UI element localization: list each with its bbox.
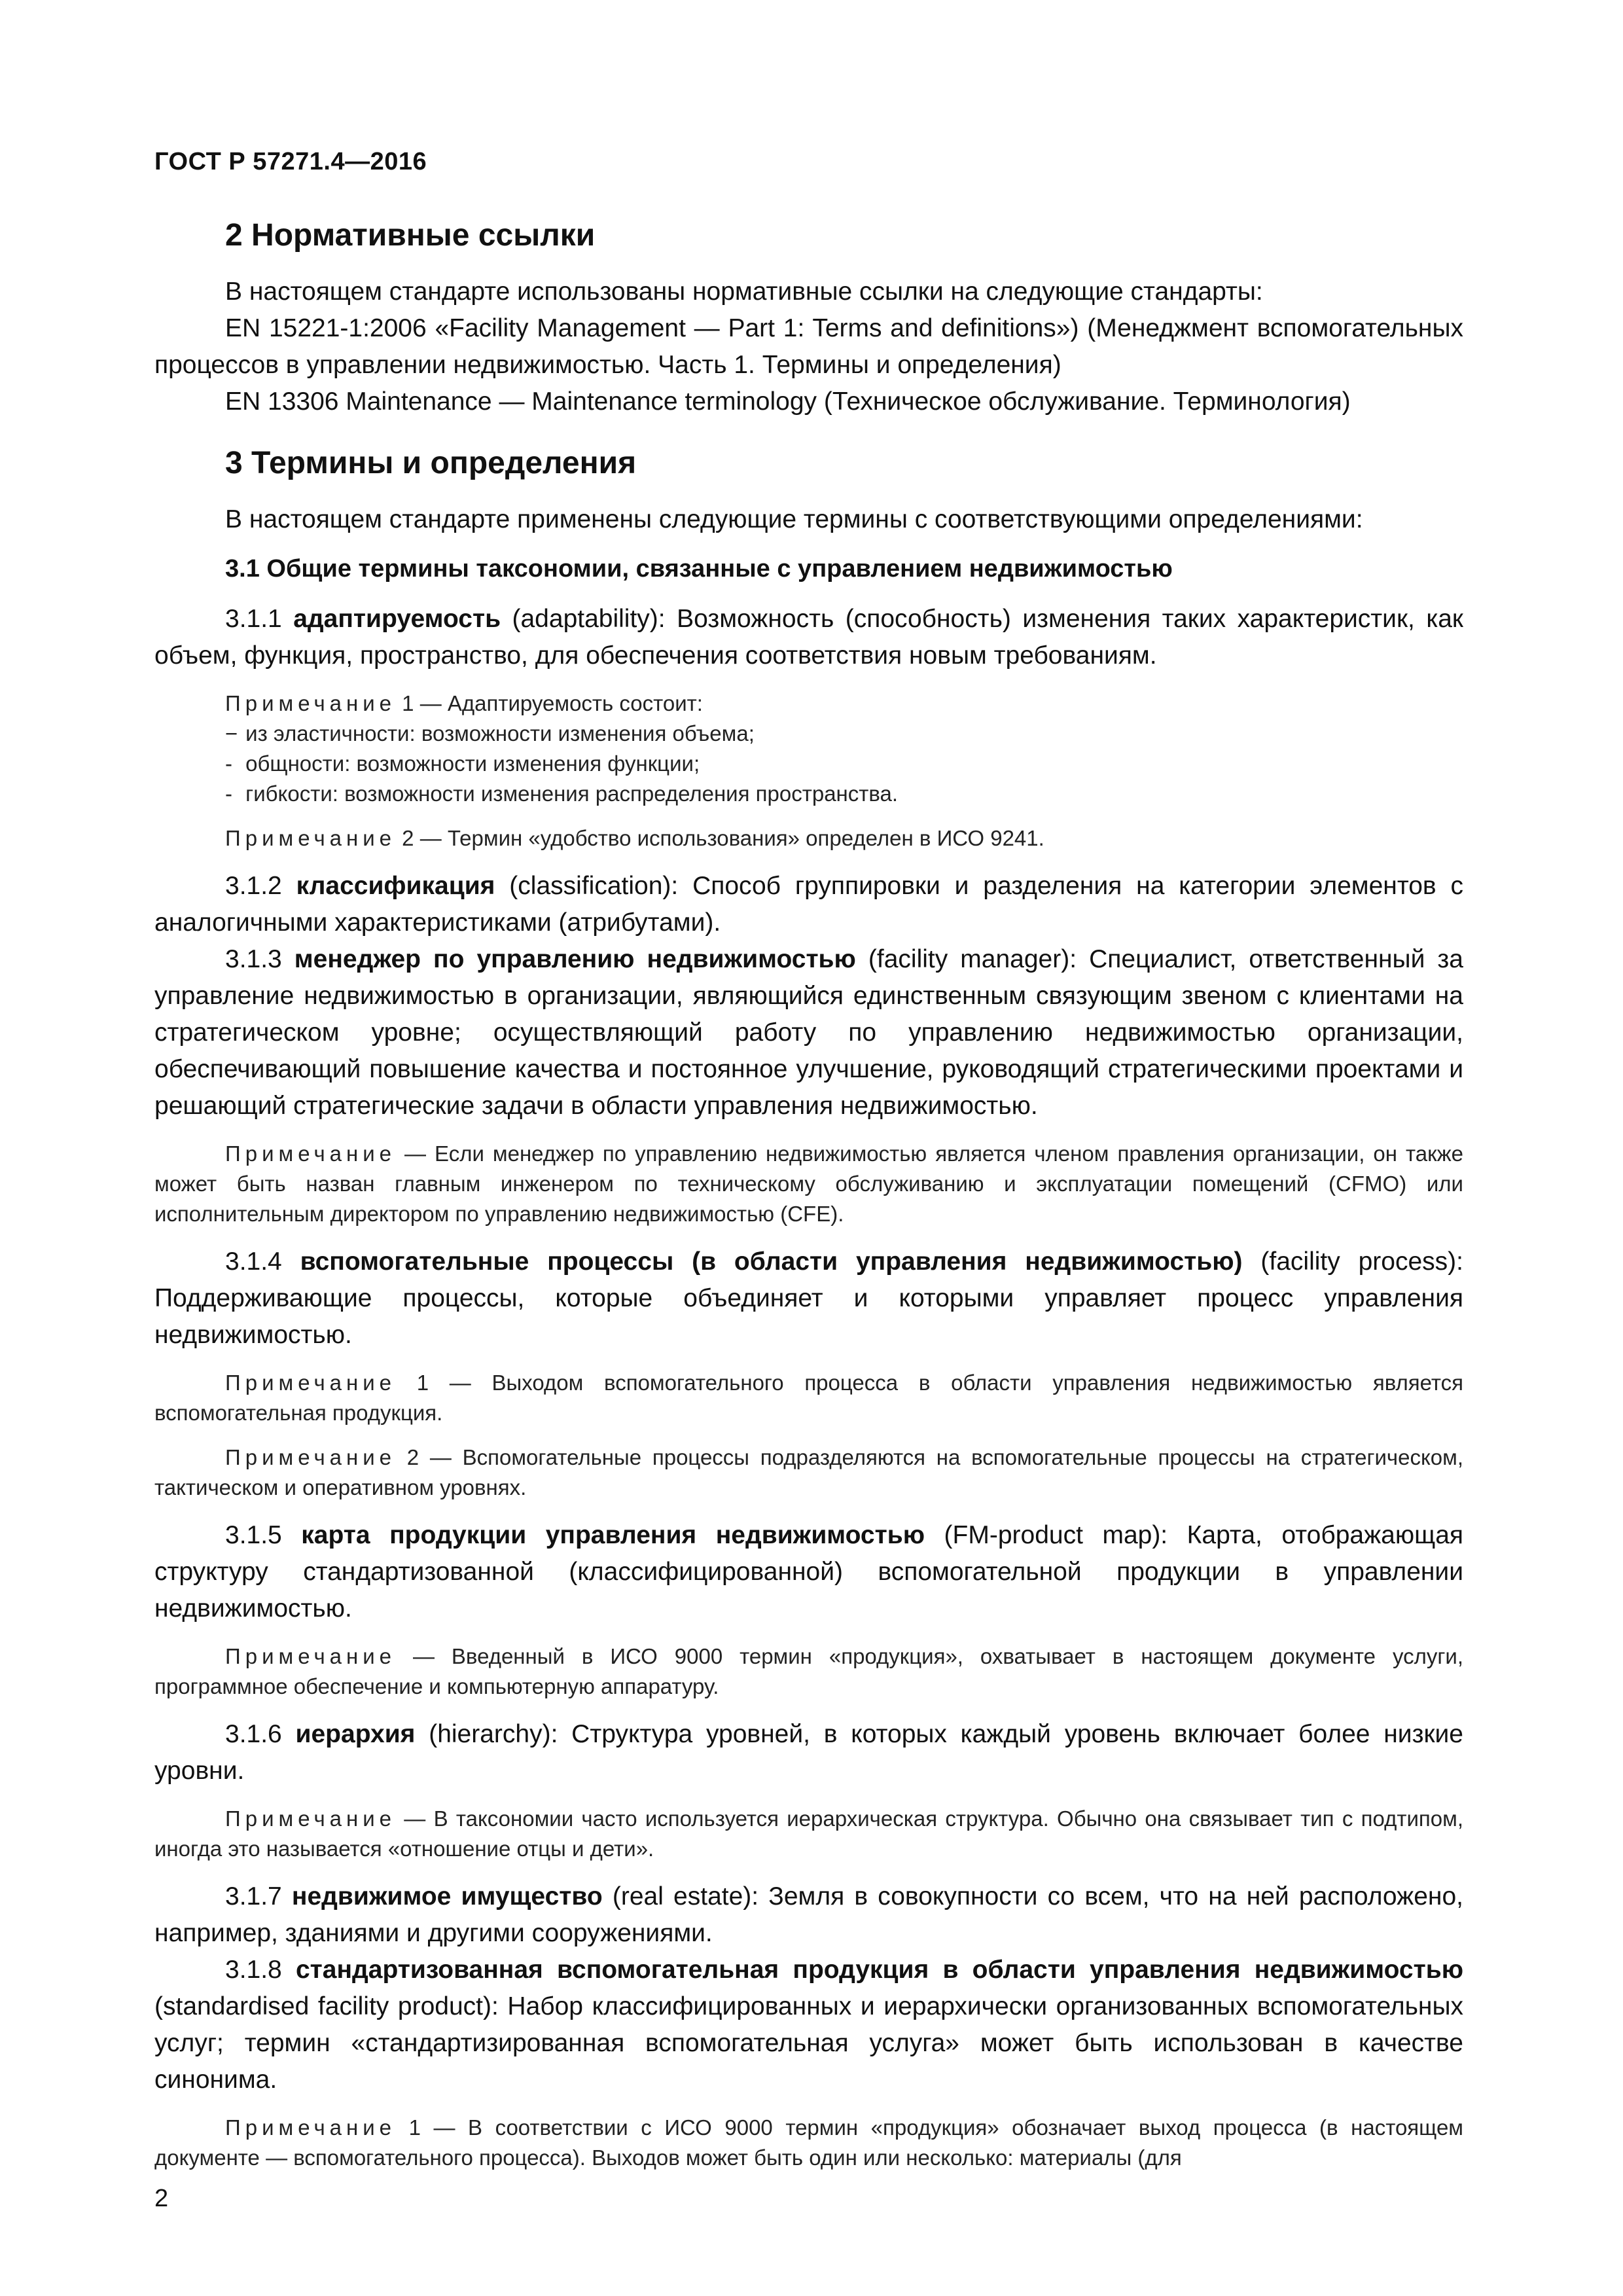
note-label: Примечание xyxy=(225,1644,397,1668)
note-body: — Если менеджер по управлению недвижимостью является членом правления организации, он также может быть назван главным инженером по техническому обслуживанию и эксплуатации помещений (CFMO) или исполнительным директором по управлению недвижимостью (CFE). xyxy=(154,1141,1463,1226)
term-3-1-4 xyxy=(154,1244,1463,1354)
term-name: адаптируемость xyxy=(293,605,501,633)
term-name: иерархия xyxy=(295,1720,416,1748)
list-dash: - xyxy=(225,781,232,806)
term-number: 3.1.2 xyxy=(225,872,296,900)
term-definition: (classification): Способ группировки и разделения на категории элементов с аналогичными характеристиками (атрибутами). xyxy=(154,872,1464,937)
list-dash: − xyxy=(225,721,238,745)
term-name: вспомогательные процессы (в области управления недвижимостью) xyxy=(300,1247,1243,1276)
note-3-1-8-1 xyxy=(154,2113,1463,2173)
term-name: стандартизованная вспомогательная продукция в области управления недвижимостью xyxy=(295,1956,1463,1984)
list-item-text: гибкости: возможности изменения распределения пространства. xyxy=(245,781,899,806)
list-item-text: из эластичности: возможности изменения объема; xyxy=(245,721,755,745)
term-number: 3.1.3 xyxy=(225,945,294,973)
term-3-1-2 xyxy=(154,868,1463,941)
term-3-1-5 xyxy=(154,1517,1463,1627)
list-item xyxy=(154,719,1463,749)
term-definition: (facility manager): Специалист, ответственный за управление недвижимостью в организации, являющийся единственным связующим звеном с клиентами на стратегическом уровне; осуществляющий работу по управлению недвижимостью организации, обеспечивающий повышение качества и постоянное улучшение, руководящий стратегическими проектами и решающий стратегические задачи в области управления недвижимостью. xyxy=(154,945,1463,1120)
note-label: Примечание xyxy=(225,691,397,715)
note-label: Примечание xyxy=(225,1371,397,1395)
note-text xyxy=(154,689,1463,719)
term-number: 3.1.8 xyxy=(225,1956,296,1984)
term-number: 3.1.1 xyxy=(225,605,294,633)
note-label: Примечание xyxy=(225,1141,397,1166)
note-body: 2 — Термин «удобство использования» определен в ИСО 9241. xyxy=(396,826,1044,850)
term-number: 3.1.6 xyxy=(225,1720,296,1748)
reference-en-15221: EN 15221-1:2006 «Facility Management — Part 1: Terms and definitions») (Менеджмент вспомогательных процессов в управлении недвижимостью. Часть 1. Термины и определения) xyxy=(154,314,1463,379)
note-body: — Введенный в ИСО 9000 термин «продукция», охватывает в настоящем документе услуги, программное обеспечение и компьютерную аппаратуру. xyxy=(154,1644,1463,1698)
note-3-1-5 xyxy=(154,1641,1463,1702)
note-label: Примечание xyxy=(225,1806,397,1831)
term-3-1-1 xyxy=(154,601,1463,674)
list-item xyxy=(154,749,1463,779)
term-3-1-8 xyxy=(154,1952,1463,2098)
term-number: 3.1.4 xyxy=(225,1247,300,1276)
term-definition: (adaptability): Возможность (способность) изменения таких характеристик, как объем, функция, пространство, для обеспечения соответствия новым требованиям. xyxy=(154,605,1463,670)
note-3-1-3 xyxy=(154,1139,1463,1229)
list-item-text: общности: возможности изменения функции; xyxy=(245,751,700,776)
term-name: карта продукции управления недвижимостью xyxy=(301,1521,925,1549)
list-item xyxy=(154,779,1463,809)
note-label: Примечание xyxy=(225,1445,397,1469)
term-number: 3.1.7 xyxy=(225,1882,292,1910)
note-3-1-4-2 xyxy=(154,1443,1463,1503)
note-label: Примечание xyxy=(225,2115,397,2140)
subsection-3-1-title: 3.1 Общие термины таксономии, связанные с управлением недвижимостью xyxy=(225,555,1173,583)
note-body: 1 — Адаптируемость состоит: xyxy=(396,691,703,715)
term-name: недвижимое имущество xyxy=(291,1882,603,1910)
note-3-1-1-1 xyxy=(154,689,1463,809)
section-2-title: 2 Нормативные ссылки xyxy=(225,218,596,253)
spacer xyxy=(154,420,1463,444)
term-definition: (hierarchy): Структура уровней, в которых каждый уровень включает более низкие уровни. xyxy=(154,1720,1463,1785)
term-definition: (facility process): Поддерживающие процессы, которые объединяет и которыми управляет процесс управления недвижимостью. xyxy=(154,1247,1463,1349)
note-label: Примечание xyxy=(225,826,397,850)
term-name: классификация xyxy=(296,872,495,900)
page-number: 2 xyxy=(154,2185,169,2212)
note-body: — В таксономии часто используется иерархическая структура. Обычно она связывает тип с подтипом, иногда это называется «отношение отцы и дети». xyxy=(154,1806,1463,1861)
note-3-1-6 xyxy=(154,1804,1463,1864)
document-body xyxy=(154,216,1463,2187)
term-3-1-7 xyxy=(154,1878,1463,1952)
term-number: 3.1.5 xyxy=(225,1521,302,1549)
section-2-intro: В настоящем стандарте использованы нормативные ссылки на следующие стандарты: xyxy=(225,278,1263,306)
term-definition: (real estate): Земля в совокупности со всем, что на ней расположено, например, зданиями и другими сооружениями. xyxy=(154,1882,1463,1947)
list-dash: - xyxy=(225,751,232,776)
term-name: менеджер по управлению недвижимостью xyxy=(294,945,856,973)
term-definition: (standardised facility product): Набор классифицированных и иерархически организованных вспомогательных услуг; термин «стандартизированная вспомогательная услуга» может быть использован в качестве синонима. xyxy=(154,1992,1463,2094)
term-3-1-3 xyxy=(154,941,1463,1124)
note-body: 1 — Выходом вспомогательного процесса в области управления недвижимостью является вспомогательная продукция. xyxy=(154,1371,1463,1425)
note-3-1-1-2 xyxy=(154,823,1463,853)
section-3-intro: В настоящем стандарте применены следующие термины с соответствующими определениями: xyxy=(225,505,1363,533)
reference-en-13306: EN 13306 Maintenance — Maintenance terminology (Техническое обслуживание. Терминология) xyxy=(225,387,1351,416)
section-3-title: 3 Термины и определения xyxy=(225,446,637,480)
note-3-1-4-1 xyxy=(154,1368,1463,1428)
document-header: ГОСТ Р 57271.4—2016 xyxy=(154,148,427,175)
term-3-1-6 xyxy=(154,1716,1463,1789)
note-body: 1 — В соответствии с ИСО 9000 термин «продукция» обозначает выход процесса (в настоящем документе — вспомогательного процесса). Выходов может быть один или несколько: материалы (для xyxy=(154,2115,1463,2170)
term-definition: (FM-product map): Карта, отображающая структуру стандартизованной (классифицированной) вспомогательной продукции в управлении недвижимостью. xyxy=(154,1521,1463,1623)
note-body: 2 — Вспомогательные процессы подразделяются на вспомогательные процессы на стратегическом, тактическом и оперативном уровнях. xyxy=(154,1445,1463,1499)
